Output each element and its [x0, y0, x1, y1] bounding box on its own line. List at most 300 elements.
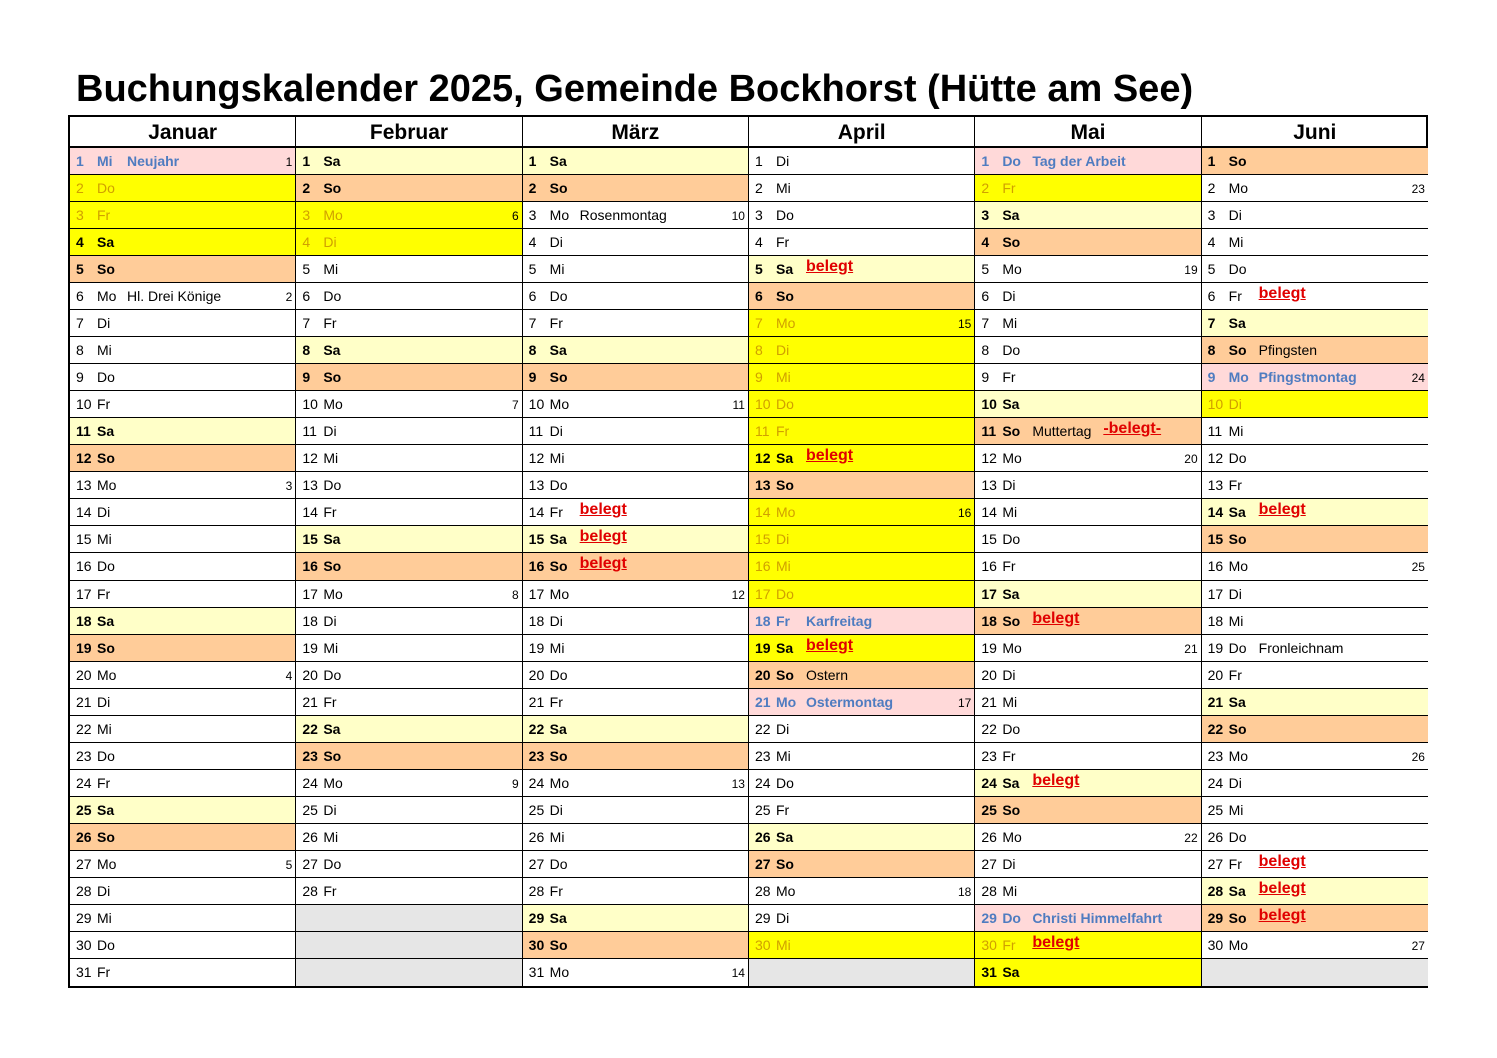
day-cell[interactable] [1202, 202, 1428, 229]
week-number: 22 [1184, 830, 1198, 845]
day-cell[interactable] [975, 337, 1200, 364]
day-cell[interactable] [296, 716, 521, 743]
day-number: 19 [76, 639, 92, 656]
day-cell[interactable] [1202, 391, 1428, 418]
week-number: 1 [285, 155, 293, 169]
day-number: 3 [754, 207, 763, 224]
day-cell[interactable] [523, 445, 748, 472]
weekday-label: Fr [1228, 477, 1242, 494]
day-cell[interactable] [1202, 256, 1428, 283]
day-number: 16 [76, 558, 92, 575]
day-cell[interactable] [749, 797, 974, 824]
day-cell[interactable] [523, 256, 748, 283]
day-number: 6 [981, 288, 990, 305]
weekday-label: Fr [1002, 936, 1016, 953]
day-cell[interactable] [523, 148, 748, 175]
day-number: 25 [754, 801, 771, 818]
day-cell[interactable] [975, 418, 1200, 445]
day-cell[interactable] [1202, 851, 1428, 878]
day-cell[interactable] [975, 364, 1200, 391]
day-cell[interactable] [523, 310, 748, 337]
day-cell[interactable] [749, 932, 974, 959]
weekday-label: Mo [549, 963, 570, 980]
day-cell[interactable] [70, 635, 295, 662]
day-cell[interactable] [70, 364, 295, 391]
day-cell[interactable] [749, 256, 974, 283]
weekday-label: So [1002, 423, 1021, 440]
day-number: 4 [1207, 234, 1216, 251]
day-number: 4 [76, 234, 84, 251]
week-number: 16 [957, 506, 972, 521]
day-cell[interactable] [749, 526, 974, 553]
day-number: 5 [76, 261, 84, 278]
day-number: 2 [981, 180, 990, 197]
day-cell[interactable] [975, 175, 1200, 202]
weekday-label: Do [1002, 720, 1021, 737]
weekday-label: Do [1228, 828, 1247, 845]
day-cell[interactable] [749, 202, 974, 229]
day-number: 28 [76, 882, 92, 899]
day-cell[interactable] [70, 553, 295, 580]
day-cell[interactable] [975, 959, 1200, 986]
day-cell[interactable] [749, 608, 974, 635]
weekday-label: So [775, 855, 794, 872]
day-cell[interactable] [749, 905, 974, 932]
weekday-label: Do [1002, 342, 1021, 359]
day-cell[interactable] [749, 553, 974, 580]
weekday-label: Fr [1002, 558, 1016, 575]
day-cell[interactable] [1202, 905, 1428, 932]
weekday-label: So [549, 180, 568, 197]
day-cell[interactable] [749, 743, 974, 770]
day-cell[interactable] [1202, 824, 1428, 851]
weekday-label: Do [97, 180, 115, 197]
day-cell[interactable] [749, 445, 974, 472]
day-cell[interactable] [749, 391, 974, 418]
day-cell[interactable] [70, 959, 295, 986]
weekday-label: Di [1228, 207, 1242, 224]
day-cell[interactable] [70, 932, 295, 959]
day-cell[interactable] [1202, 445, 1428, 472]
day-number: 9 [754, 369, 763, 386]
day-cell[interactable] [975, 932, 1200, 959]
day-cell[interactable] [296, 337, 521, 364]
day-cell[interactable] [975, 581, 1200, 608]
day-cell[interactable] [523, 959, 748, 986]
day-number: 9 [528, 369, 537, 386]
day-cell[interactable] [296, 553, 521, 580]
booked-label: belegt [1258, 879, 1306, 897]
day-number: 30 [528, 936, 545, 953]
weekday-label: Fr [775, 234, 790, 251]
weekday-label: Do [323, 666, 342, 683]
day-cell[interactable] [749, 337, 974, 364]
day-cell[interactable] [975, 824, 1200, 851]
day-cell[interactable] [1202, 418, 1428, 445]
day-cell[interactable] [296, 202, 521, 229]
day-number: 18 [754, 612, 771, 629]
day-number: 29 [754, 909, 771, 926]
day-cell[interactable] [523, 283, 748, 310]
day-cell[interactable] [70, 202, 295, 229]
day-cell[interactable] [749, 716, 974, 743]
day-cell[interactable] [1202, 716, 1428, 743]
day-cell[interactable] [1202, 364, 1428, 391]
day-cell[interactable] [1202, 526, 1428, 553]
day-cell[interactable] [296, 743, 521, 770]
day-cell[interactable] [749, 364, 974, 391]
day-cell[interactable] [70, 797, 295, 824]
weekday-label: Mi [549, 828, 565, 845]
day-cell[interactable] [70, 391, 295, 418]
day-cell[interactable] [1202, 635, 1428, 662]
day-cell[interactable] [70, 608, 295, 635]
day-number: 5 [754, 261, 763, 278]
day-cell[interactable] [975, 310, 1200, 337]
day-cell[interactable] [296, 499, 521, 526]
weekday-label: Sa [97, 801, 115, 818]
day-cell[interactable] [1202, 581, 1428, 608]
booked-label: belegt [1032, 933, 1080, 951]
day-cell[interactable] [1202, 743, 1428, 770]
weekday-label: Sa [323, 720, 341, 737]
day-number: 8 [528, 342, 537, 359]
day-cell[interactable] [749, 635, 974, 662]
weekday-label: Do [97, 369, 115, 386]
day-cell[interactable] [749, 770, 974, 797]
day-cell[interactable] [749, 418, 974, 445]
day-cell[interactable] [523, 824, 748, 851]
day-number: 13 [528, 477, 545, 494]
day-number: 22 [1207, 720, 1224, 737]
day-cell[interactable] [975, 689, 1200, 716]
day-cell[interactable] [975, 878, 1200, 905]
day-number: 26 [754, 828, 771, 845]
day-cell[interactable] [523, 364, 748, 391]
day-cell[interactable] [749, 581, 974, 608]
day-number: 11 [754, 423, 770, 440]
day-cell[interactable] [296, 770, 521, 797]
day-cell[interactable] [523, 905, 748, 932]
weekday-label: Do [97, 936, 115, 953]
day-cell[interactable] [296, 445, 521, 472]
day-cell[interactable] [975, 770, 1200, 797]
day-number: 22 [302, 720, 318, 737]
day-cell[interactable] [296, 689, 521, 716]
weekday-label: Mi [775, 369, 791, 386]
day-cell[interactable] [1202, 878, 1428, 905]
day-cell[interactable] [975, 608, 1200, 635]
day-cell[interactable] [70, 824, 295, 851]
day-cell[interactable] [975, 716, 1200, 743]
day-cell[interactable] [70, 581, 295, 608]
weekday-label: Mo [1228, 747, 1249, 764]
day-cell[interactable] [523, 932, 748, 959]
weekday-label: Mi [775, 180, 791, 197]
weekday-label: Mo [775, 693, 797, 710]
weekday-label: Sa [1228, 693, 1246, 710]
weekday-label: Sa [775, 639, 794, 656]
day-cell[interactable] [975, 743, 1200, 770]
day-cell[interactable] [975, 472, 1200, 499]
day-cell[interactable] [523, 878, 748, 905]
weekday-label: So [323, 369, 342, 386]
day-number: 21 [528, 693, 545, 710]
week-number: 18 [957, 884, 972, 899]
weekday-label: Mi [775, 558, 791, 575]
weekday-label: Di [775, 342, 790, 359]
day-cell[interactable] [296, 797, 521, 824]
day-number: 1 [1207, 153, 1216, 169]
weekday-label: Di [1002, 288, 1016, 305]
day-cell[interactable] [523, 608, 748, 635]
day-number: 10 [1207, 396, 1224, 413]
day-cell[interactable] [975, 662, 1200, 689]
day-cell[interactable] [749, 689, 974, 716]
day-cell[interactable] [523, 472, 748, 499]
day-cell[interactable] [296, 608, 521, 635]
day-number: 5 [302, 261, 311, 278]
weekday-label: Di [97, 315, 111, 332]
weekday-label: Di [1002, 477, 1016, 494]
day-cell[interactable] [296, 472, 521, 499]
day-cell[interactable] [523, 175, 748, 202]
day-cell[interactable] [70, 499, 295, 526]
weekday-label: Mi [1002, 693, 1018, 710]
weekday-label: Di [549, 234, 563, 251]
day-cell[interactable] [70, 878, 295, 905]
day-cell[interactable] [296, 526, 521, 553]
day-cell[interactable] [1202, 283, 1428, 310]
weekday-label: Mi [775, 747, 791, 764]
weekday-label: So [775, 288, 794, 305]
day-cell[interactable] [749, 175, 974, 202]
weekday-label: So [1228, 720, 1247, 737]
day-cell[interactable] [523, 770, 748, 797]
day-number: 6 [528, 288, 537, 305]
day-cell[interactable] [70, 229, 295, 256]
day-cell[interactable] [1202, 553, 1428, 580]
day-cell[interactable] [523, 716, 748, 743]
day-cell[interactable] [1202, 770, 1428, 797]
day-cell[interactable] [296, 418, 521, 445]
weekday-label: Mi [97, 531, 112, 548]
day-cell[interactable] [296, 878, 521, 905]
weekday-label: Mo [1228, 558, 1249, 575]
day-cell[interactable] [749, 662, 974, 689]
day-cell[interactable] [70, 310, 295, 337]
day-cell[interactable] [296, 229, 521, 256]
day-cell[interactable] [296, 256, 521, 283]
day-cell[interactable] [1202, 932, 1428, 959]
booked-label: belegt [579, 528, 627, 546]
day-cell[interactable] [749, 229, 974, 256]
day-number: 20 [302, 666, 318, 683]
day-cell[interactable] [1202, 472, 1428, 499]
booked-label: belegt [805, 258, 854, 276]
day-number: 2 [1207, 180, 1216, 197]
day-cell[interactable] [70, 905, 295, 932]
day-cell[interactable] [1202, 175, 1428, 202]
day-cell[interactable] [523, 662, 748, 689]
weekday-label: Do [775, 396, 794, 413]
day-cell[interactable] [296, 391, 521, 418]
day-cell[interactable] [975, 283, 1200, 310]
day-cell[interactable] [523, 418, 748, 445]
day-cell[interactable] [523, 202, 748, 229]
day-number: 7 [76, 315, 84, 332]
weekday-label: So [1002, 612, 1021, 629]
day-cell[interactable] [523, 581, 748, 608]
week-number: 14 [731, 965, 745, 980]
day-cell[interactable] [749, 499, 974, 526]
day-number: 1 [981, 153, 990, 169]
day-cell[interactable] [70, 256, 295, 283]
day-cell[interactable] [749, 472, 974, 499]
weekday-label: Mo [549, 774, 570, 791]
day-cell[interactable] [296, 148, 521, 175]
day-cell[interactable] [975, 851, 1200, 878]
day-cell[interactable] [70, 337, 295, 364]
day-number: 7 [528, 315, 537, 332]
weekday-label: Sa [775, 828, 794, 845]
day-cell[interactable] [749, 148, 974, 175]
day-number: 15 [981, 531, 997, 548]
day-cell[interactable] [70, 445, 295, 472]
day-cell[interactable] [1202, 689, 1428, 716]
day-cell[interactable] [523, 743, 748, 770]
weekday-label: Sa [549, 720, 567, 737]
day-cell[interactable] [70, 526, 295, 553]
booked-label: belegt [805, 636, 854, 654]
day-cell[interactable] [749, 824, 974, 851]
day-number: 15 [754, 531, 771, 548]
day-cell[interactable] [975, 391, 1200, 418]
day-cell[interactable] [1202, 337, 1428, 364]
day-cell[interactable] [975, 635, 1200, 662]
day-cell[interactable] [1202, 148, 1428, 175]
day-cell[interactable] [296, 581, 521, 608]
day-cell[interactable] [523, 689, 748, 716]
day-number: 12 [528, 450, 545, 467]
day-cell[interactable] [975, 148, 1200, 175]
day-cell[interactable] [296, 283, 521, 310]
day-cell[interactable] [523, 499, 748, 526]
weekday-label: Di [1228, 774, 1242, 791]
day-cell[interactable] [975, 797, 1200, 824]
day-cell[interactable] [70, 283, 295, 310]
day-cell[interactable] [70, 662, 295, 689]
month-column [296, 117, 522, 986]
day-cell[interactable] [523, 851, 748, 878]
day-cell[interactable] [523, 391, 748, 418]
weekday-label: So [1228, 909, 1247, 926]
day-number: 29 [528, 909, 545, 926]
day-cell[interactable] [1202, 662, 1428, 689]
day-cell[interactable] [975, 229, 1200, 256]
day-cell[interactable] [975, 445, 1200, 472]
day-cell[interactable] [70, 743, 295, 770]
weekday-label: Sa [97, 423, 115, 440]
day-number: 4 [528, 234, 537, 251]
day-cell[interactable] [975, 553, 1200, 580]
day-cell[interactable] [749, 310, 974, 337]
day-cell[interactable] [70, 418, 295, 445]
day-cell[interactable] [1202, 310, 1428, 337]
day-cell[interactable] [296, 662, 521, 689]
day-cell[interactable] [70, 175, 295, 202]
day-cell[interactable] [70, 716, 295, 743]
day-cell[interactable] [296, 175, 521, 202]
day-cell[interactable] [523, 797, 748, 824]
week-number: 23 [1411, 182, 1425, 197]
day-number: 24 [981, 774, 997, 791]
day-cell[interactable] [975, 526, 1200, 553]
day-cell[interactable] [70, 148, 295, 175]
weekday-label: Mo [1002, 450, 1022, 467]
day-cell[interactable] [523, 553, 748, 580]
weekday-label: Fr [97, 963, 111, 980]
day-cell[interactable] [296, 364, 521, 391]
day-number: 13 [754, 477, 771, 494]
day-number: 5 [1207, 261, 1216, 278]
day-cell[interactable] [1202, 229, 1428, 256]
day-number: 28 [1207, 882, 1224, 899]
day-number: 21 [302, 693, 318, 710]
weekday-label: Mi [549, 450, 565, 467]
day-cell[interactable] [296, 851, 521, 878]
day-cell[interactable] [523, 526, 748, 553]
weekday-label: Di [323, 801, 337, 818]
day-cell[interactable] [1202, 608, 1428, 635]
weekday-label: Di [323, 612, 337, 629]
day-cell[interactable] [749, 878, 974, 905]
day-cell[interactable] [523, 229, 748, 256]
weekday-label: Sa [1002, 585, 1020, 602]
day-cell[interactable] [70, 472, 295, 499]
day-cell[interactable] [975, 202, 1200, 229]
weekday-label: Do [1228, 639, 1247, 656]
week-number: 26 [1411, 749, 1425, 764]
day-number: 3 [981, 207, 990, 224]
day-number: 30 [76, 936, 92, 953]
weekday-label: Mi [549, 261, 565, 278]
day-cell[interactable] [296, 824, 521, 851]
day-cell[interactable] [975, 499, 1200, 526]
day-cell[interactable] [70, 770, 295, 797]
day-cell[interactable] [70, 851, 295, 878]
day-cell[interactable] [523, 337, 748, 364]
day-cell[interactable] [975, 256, 1200, 283]
day-cell[interactable] [296, 310, 521, 337]
day-number: 25 [302, 801, 318, 818]
day-number: 6 [754, 288, 763, 305]
day-cell[interactable] [1202, 797, 1428, 824]
day-number: 10 [76, 396, 92, 413]
day-cell[interactable] [523, 635, 748, 662]
day-number: 5 [528, 261, 537, 278]
day-cell[interactable] [296, 635, 521, 662]
day-number: 17 [528, 585, 545, 602]
day-cell[interactable] [749, 283, 974, 310]
day-number: 18 [981, 612, 997, 629]
day-cell[interactable] [70, 689, 295, 716]
day-cell[interactable] [749, 851, 974, 878]
weekday-label: Mo [1228, 369, 1249, 386]
day-cell[interactable] [975, 905, 1200, 932]
day-cell[interactable] [1202, 499, 1428, 526]
day-number: 23 [981, 747, 997, 764]
